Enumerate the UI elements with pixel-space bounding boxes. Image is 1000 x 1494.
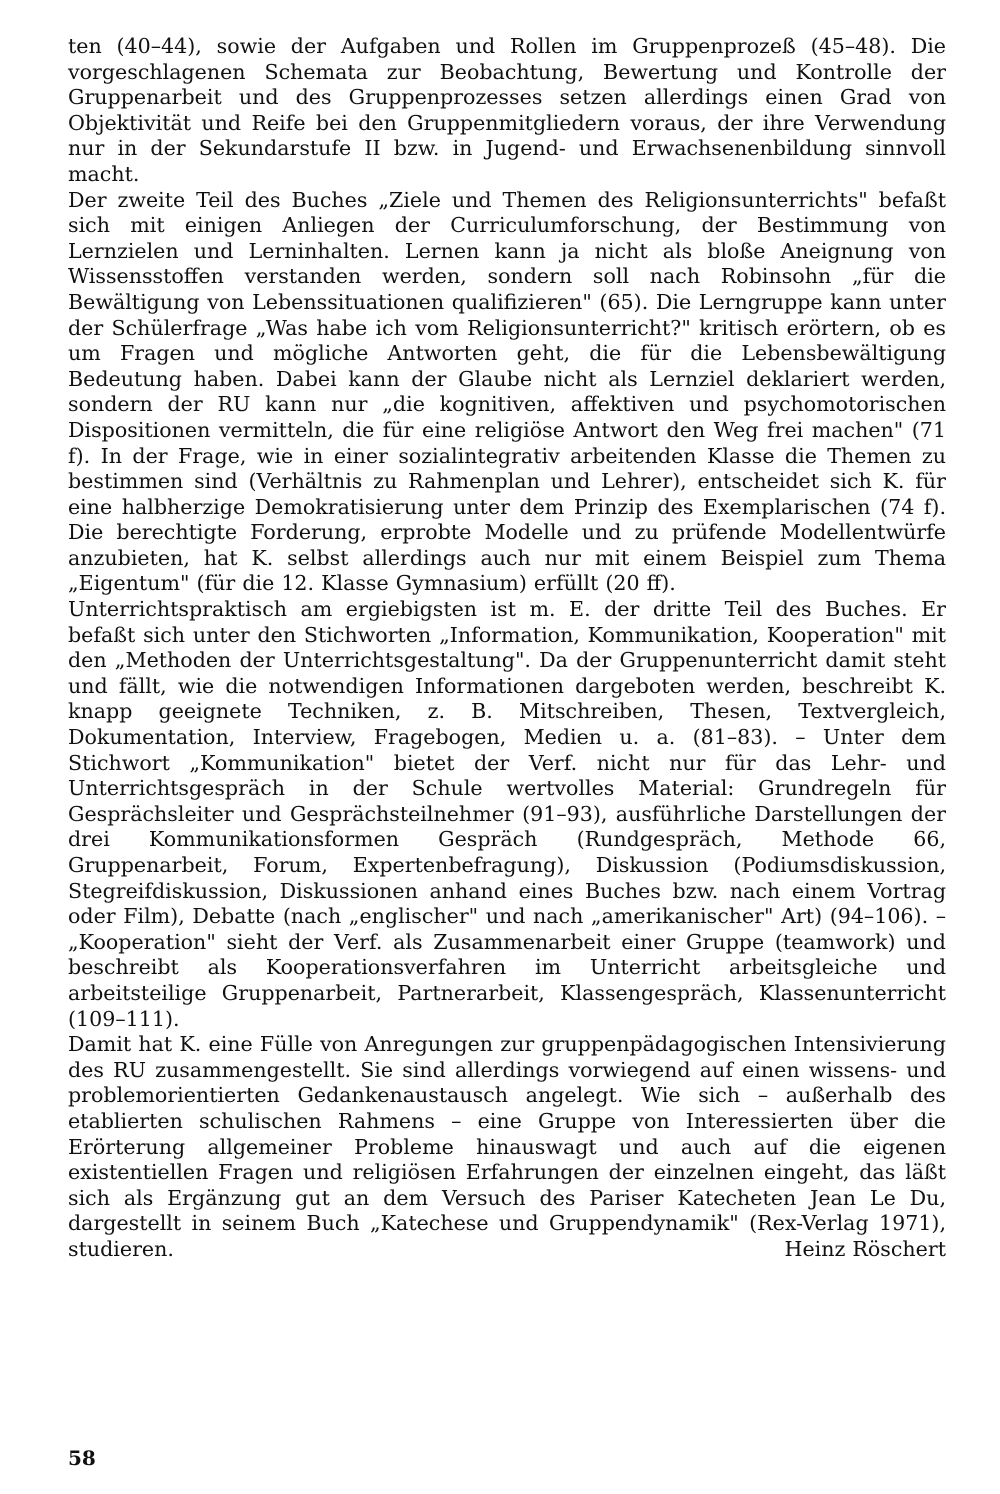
document-page [68,34,946,1263]
paragraph-4-text: Damit hat K. eine Fülle von Anregungen zur gruppenpädagogischen Intensivierung des RU zusammengestellt. Sie sind allerdings vorwiegend auf einen wissens- und problemorientierten Gedankenaustausch angelegt. Wie sich – außerhalb des etablierten schulischen Rahmens – eine Gruppe von Interessierten über die Erörterung allgemeiner Probleme hinauswagt und auch auf die eigenen existentiellen Fragen und religiösen Erfahrungen der einzelnen eingeht, das läßt sich als Ergänzung gut an dem Versuch des Pariser Katecheten Jean Le Du, dargestellt in seinem Buch „Katechese und Gruppendynamik" (Rex-Verlag 1971), studieren. [68,1032,946,1261]
page-number: 58 [68,1446,96,1470]
paragraph-4 [68,1032,946,1262]
paragraph-2: Der zweite Teil des Buches „Ziele und Themen des Religionsunterrichts" befaßt sich mit einigen Anliegen der Curriculumforschung, der Bestimmung von Lernzielen und Lerninhalten. Lernen kann ja nicht als bloße Aneignung von Wissensstoffen verstanden werden, sondern soll nach Robinsohn „für die Bewältigung von Lebenssituationen qualifizieren" (65). Die Lerngruppe kann unter der Schülerfrage „Was habe ich vom Religionsunterricht?" kritisch erörtern, ob es um Fragen und mögliche Antworten geht, die für die Lebensbewältigung Bedeutung haben. Dabei kann der Glaube nicht als Lernziel deklariert werden, sondern der RU kann nur „die kognitiven, affektiven und psychomotorischen Dispositionen vermitteln, die für eine religiöse Antwort den Weg frei machen" (71 f). In der Frage, wie in einer sozialintegrativ arbeitenden Klasse die Themen zu bestimmen sind (Verhältnis zu Rahmenplan und Lehrer), entscheidet sich K. für eine halbherzige Demokratisierung unter dem Prinzip des Exemplarischen (74 f). Die berechtigte Forderung, erprobte Modelle und zu prüfende Modellentwürfe anzubieten, hat K. selbst allerdings auch nur mit einem Beispiel zum Thema „Eigentum" (für die 12. Klasse Gymnasium) erfüllt (20 ff). [68,187,946,596]
paragraph-1: ten (40–44), sowie der Aufgaben und Rollen im Gruppenprozeß (45–48). Die vorgeschlagenen Schemata zur Beobachtung, Bewertung und Kontrolle der Gruppenarbeit und des Gruppenprozesses setzen allerdings einen Grad von Objektivität und Reife bei den Gruppenmitgliedern voraus, der ihre Verwendung nur in der Sekundarstufe II bzw. in Jugend- und Erwachsenenbildung sinnvoll macht. [68,34,946,186]
paragraph-3: Unterrichtspraktisch am ergiebigsten ist m. E. der dritte Teil des Buches. Er befaßt sich unter den Stichworten „Information, Kommunikation, Kooperation" mit den „Methoden der Unterrichtsgestaltung". Da der Gruppenunterricht damit steht und fällt, wie die notwendigen Informationen dargeboten werden, beschreibt K. knapp geeignete Techniken, z. B. Mitschreiben, Thesen, Textvergleich, Dokumentation, Interview, Fragebogen, Medien u. a. (81–83). – Unter dem Stichwort „Kommunikation" bietet der Verf. nicht nur für das Lehr- und Unterrichtsgespräch in der Schule wertvolles Material: Grundregeln für Gesprächsleiter und Gesprächsteilnehmer (91–93), ausführliche Darstellungen der drei Kommunikationsformen Gespräch (Rundgespräch, Methode 66, Gruppenarbeit, Forum, Expertenbefragung), Diskussion (Podiumsdiskussion, Stegreifdiskussion, Diskussionen anhand eines Buches bzw. nach einem Vortrag oder Film), Debatte (nach „englischer" und nach „amerikanischer" Art) (94–106). – „Kooperation" sieht der Verf. als Zusammenarbeit einer Gruppe (teamwork) und beschreibt als Kooperationsverfahren im Unterricht arbeitsgleiche und arbeitsteilige Gruppenarbeit, Partnerarbeit, Klassengespräch, Klassenunterricht (109–111). [68,597,946,1031]
review-signature: Heinz Röschert [784,1236,946,1261]
